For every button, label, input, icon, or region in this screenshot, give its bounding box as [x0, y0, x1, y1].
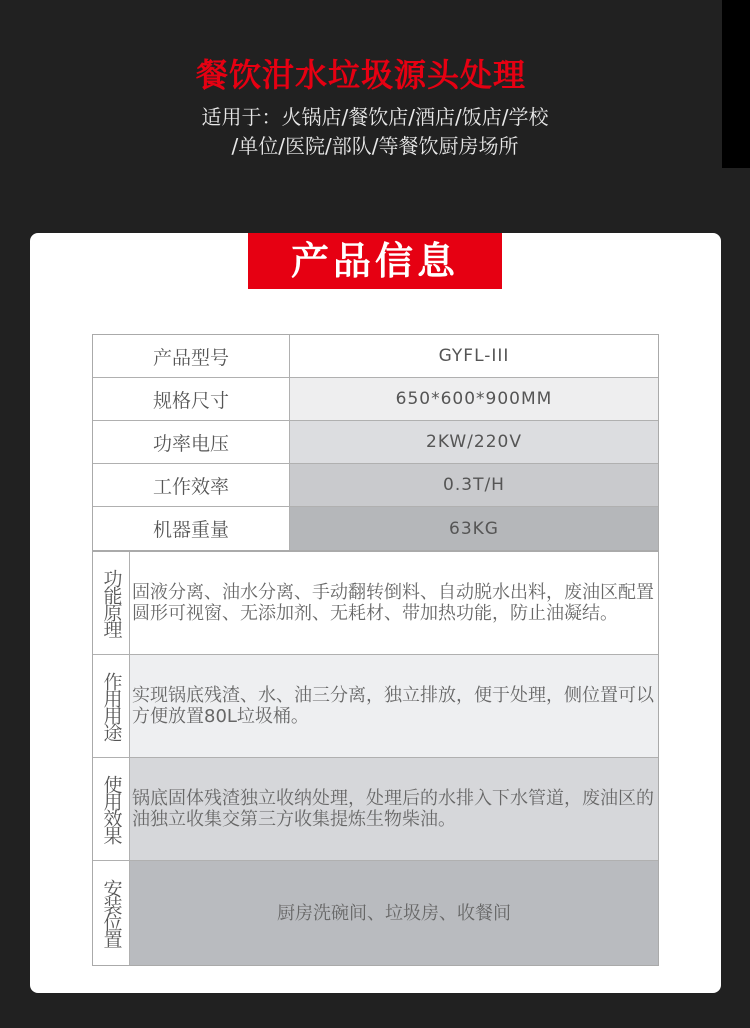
spec-value: 2KW/220V	[290, 421, 658, 463]
detail-value: 实现锅底残渣、水、油三分离，独立排放，便于处理，侧位置可以方便放置80L垃圾桶。	[130, 655, 658, 757]
product-info-card	[30, 233, 721, 993]
table-row	[93, 507, 658, 550]
detail-value: 固液分离、油水分离、手动翻转倒料、自动脱水出料，废油区配置圆形可视窗、无添加剂、无耗材、带加热功能，防止油凝结。	[130, 552, 658, 654]
subtitle-line-1: 适用于：火锅店/餐饮店/酒店/饭店/学校	[201, 105, 549, 129]
table-row	[93, 655, 658, 758]
detail-label: 功能原理	[93, 552, 130, 654]
table-row	[93, 758, 658, 861]
table-row	[93, 464, 658, 507]
page-title: 餐饮泔水垃圾源头处理	[195, 56, 526, 94]
detail-table	[92, 551, 659, 966]
table-row	[93, 335, 658, 378]
table-row	[93, 861, 658, 965]
spec-value: 63KG	[290, 507, 658, 550]
detail-label: 使用效果	[93, 758, 130, 860]
spec-label: 功率电压	[93, 421, 290, 463]
spec-label: 机器重量	[93, 507, 290, 550]
detail-value: 厨房洗碗间、垃圾房、收餐间	[130, 861, 658, 965]
spec-value: GYFL-III	[290, 335, 658, 377]
table-row	[93, 421, 658, 464]
spec-label: 规格尺寸	[93, 378, 290, 420]
spec-value: 0.3T/H	[290, 464, 658, 506]
spec-label: 工作效率	[93, 464, 290, 506]
spec-label: 产品型号	[93, 335, 290, 377]
table-row	[93, 552, 658, 655]
section-title: 产品信息	[248, 233, 502, 289]
detail-label: 作用用途	[93, 655, 130, 757]
spec-value: 650*600*900MM	[290, 378, 658, 420]
detail-value: 锅底固体残渣独立收纳处理，处理后的水排入下水管道，废油区的油独立收集交第三方收集提炼生物柴油。	[130, 758, 658, 860]
subtitle-line-2: /单位/医院/部队/等餐饮厨房场所	[231, 134, 519, 158]
spec-table	[92, 334, 659, 551]
detail-label: 安装位置	[93, 861, 130, 965]
table-row	[93, 378, 658, 421]
